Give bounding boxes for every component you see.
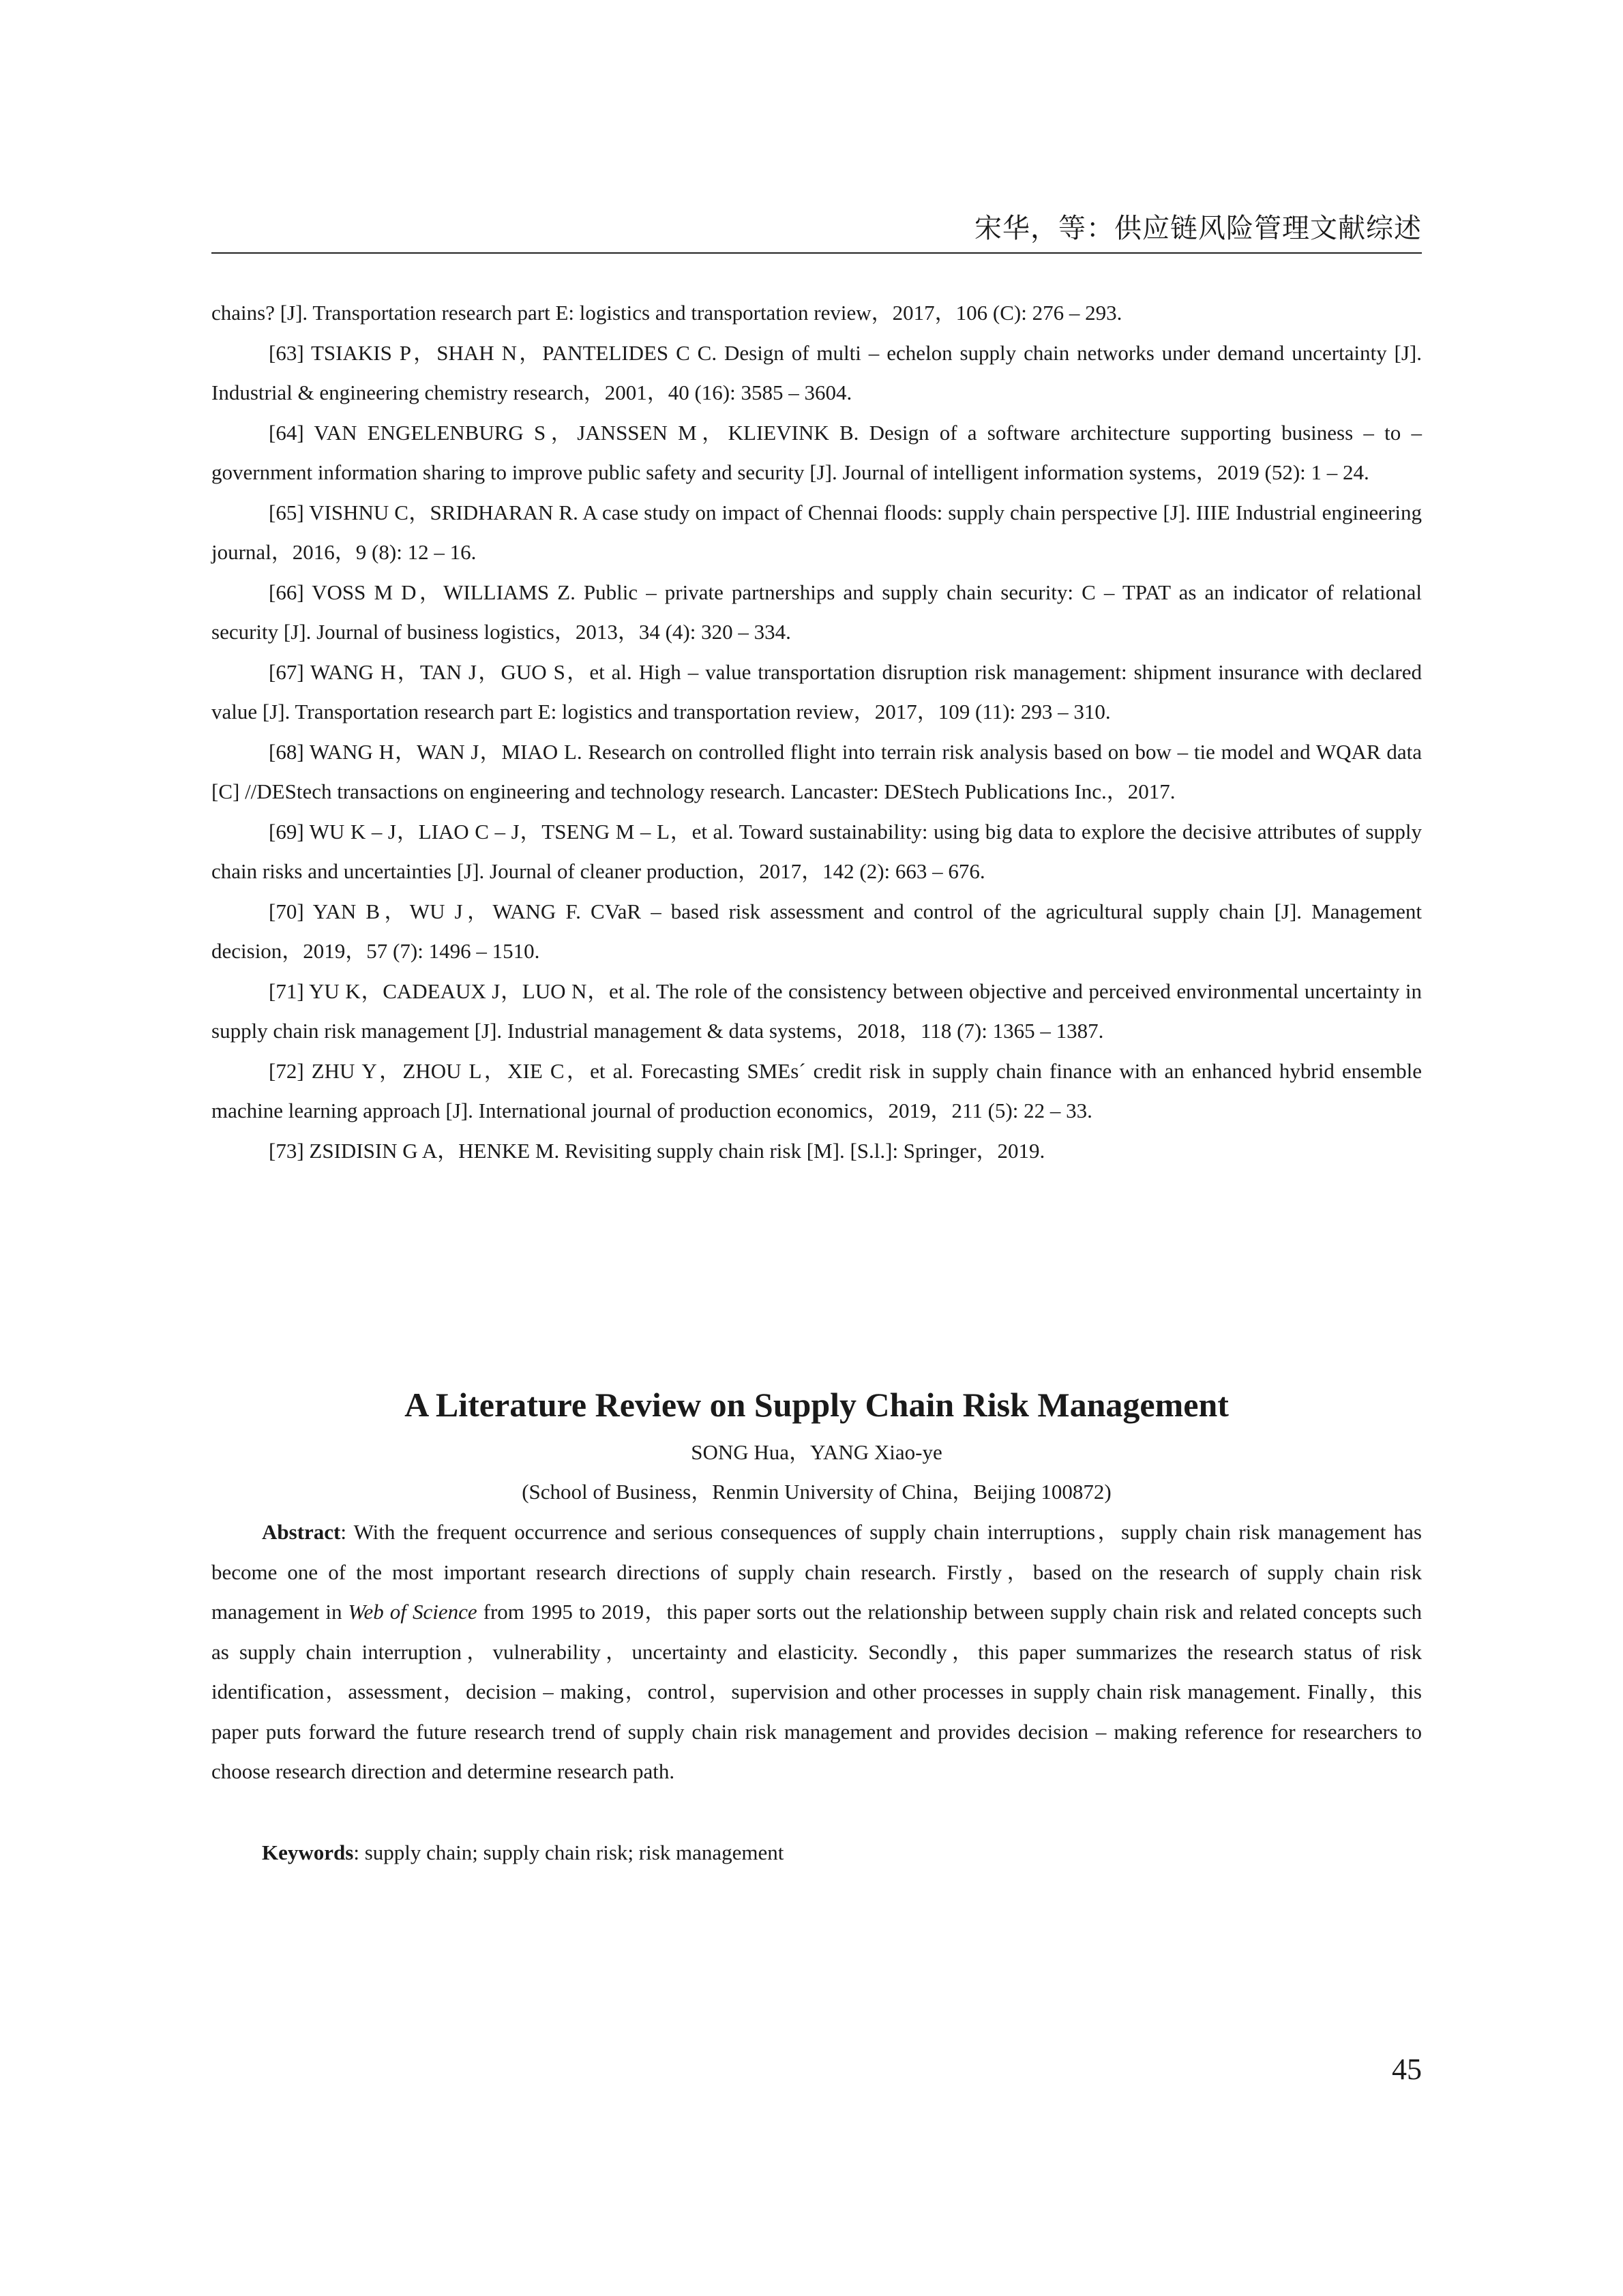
reference-list [211,293,1422,1171]
keywords-label: Keywords [262,1840,354,1864]
keywords-text: : supply chain; supply chain risk; risk management [353,1840,784,1864]
reference-item: [68] WANG H，WAN J，MIAO L. Research on controlled flight into terrain risk analysis based on bow – tie model and WQAR data [C] //DEStech transactions on engineering and technology research. Lancaster: DEStech Publications Inc.，2017. [211,739,1422,803]
abstract-italic-source: Web of Science [348,1600,477,1624]
reference-item: [66] VOSS M D，WILLIAMS Z. Public – private partnerships and supply chain security: C – TPAT as an indicator of relational security [J]. Journal of business logistics，2013，34 (4): 320 – 334. [211,580,1422,644]
reference-item: [69] WU K – J，LIAO C – J，TSENG M – L，et al. Toward sustainability: using big data to explore the decisive attributes of supply chain risks and uncertainties [J]. Journal of cleaner production，2017，142 (2): 663 – 676. [211,819,1422,883]
reference-item: [70] YAN B，WU J，WANG F. CVaR – based risk assessment and control of the agricultural supply chain [J]. Management decision，2019，57 (7): 1496 – 1510. [211,899,1422,963]
reference-item: [64] VAN ENGELENBURG S，JANSSEN M，KLIEVINK B. Design of a software architecture supporting business – to – government information sharing to improve public safety and security [J]. Journal of intelligent information systems，2019 (52): 1 – 24. [211,420,1422,484]
reference-item: [65] VISHNU C，SRIDHARAN R. A case study on impact of Chennai floods: supply chain perspective [J]. IIIE Industrial engineering journal，2016，9 (8): 12 – 16. [211,500,1422,564]
abstract-label: Abstract [262,1520,341,1544]
running-header [211,205,1422,254]
running-title: 宋华，等：供应链风险管理文献综述 [974,213,1422,244]
reference-item: [63] TSIAKIS P，SHAH N，PANTELIDES C C. Design of multi – echelon supply chain networks under demand uncertainty [J]. Industrial & engineering chemistry research，2001，40 (16): 3585 – 3604. [211,340,1422,404]
english-authors: SONG Hua，YANG Xiao-ye [691,1440,942,1464]
english-title: A Literature Review on Supply Chain Risk Management [404,1386,1229,1424]
english-abstract [211,1512,1422,1792]
english-affiliation: (School of Business，Renmin University of China，Beijing 100872) [522,1480,1112,1504]
reference-item: [73] ZSIDISIN G A，HENKE M. Revisiting supply chain risk [M]. [S.l.]: Springer，2019. [269,1138,1045,1163]
page-number: 45 [1392,2053,1422,2086]
reference-item: chains? [J]. Transportation research part E: logistics and transportation review，2017，106 (C): 276 – 293. [211,301,1122,325]
abstract-text-part1: : With the frequent occurrence and serious consequences of supply chain interruptions，supply chain risk management has become one of the most important research directions of supply chain research. Firstly，based on the research of supply chain risk management in [211,1520,1422,1624]
english-keywords [211,1833,1422,1873]
reference-item: [67] WANG H，TAN J，GUO S，et al. High – value transportation disruption risk management: shipment insurance with declared value [J]. Transportation research part E: logistics and transportation review，2017，109 (11): 293 – 310. [211,659,1422,724]
reference-item: [72] ZHU Y，ZHOU L，XIE C，et al. Forecasting SMEs´ credit risk in supply chain finance with an enhanced hybrid ensemble machine learning approach [J]. International journal of production economics，2019，211 (5): 22 – 33. [211,1058,1422,1122]
reference-item: [71] YU K，CADEAUX J，LUO N，et al. The role of the consistency between objective and perceived environmental uncertainty in supply chain risk management [J]. Industrial management & data systems，2018，118 (7): 1365 – 1387. [211,979,1422,1043]
abstract-text-part2: from 1995 to 2019，this paper sorts out the relationship between supply chain risk and related concepts such as supply chain interruption，vulnerability，uncertainty and elasticity. Secondly，this paper summarizes the research status of risk identification，assessment，decision – making，control，supervision and other processes in supply chain risk management. Finally，this paper puts forward the future research trend of supply chain risk management and provides decision – making reference for researchers to choose research direction and determine research path. [211,1600,1422,1783]
